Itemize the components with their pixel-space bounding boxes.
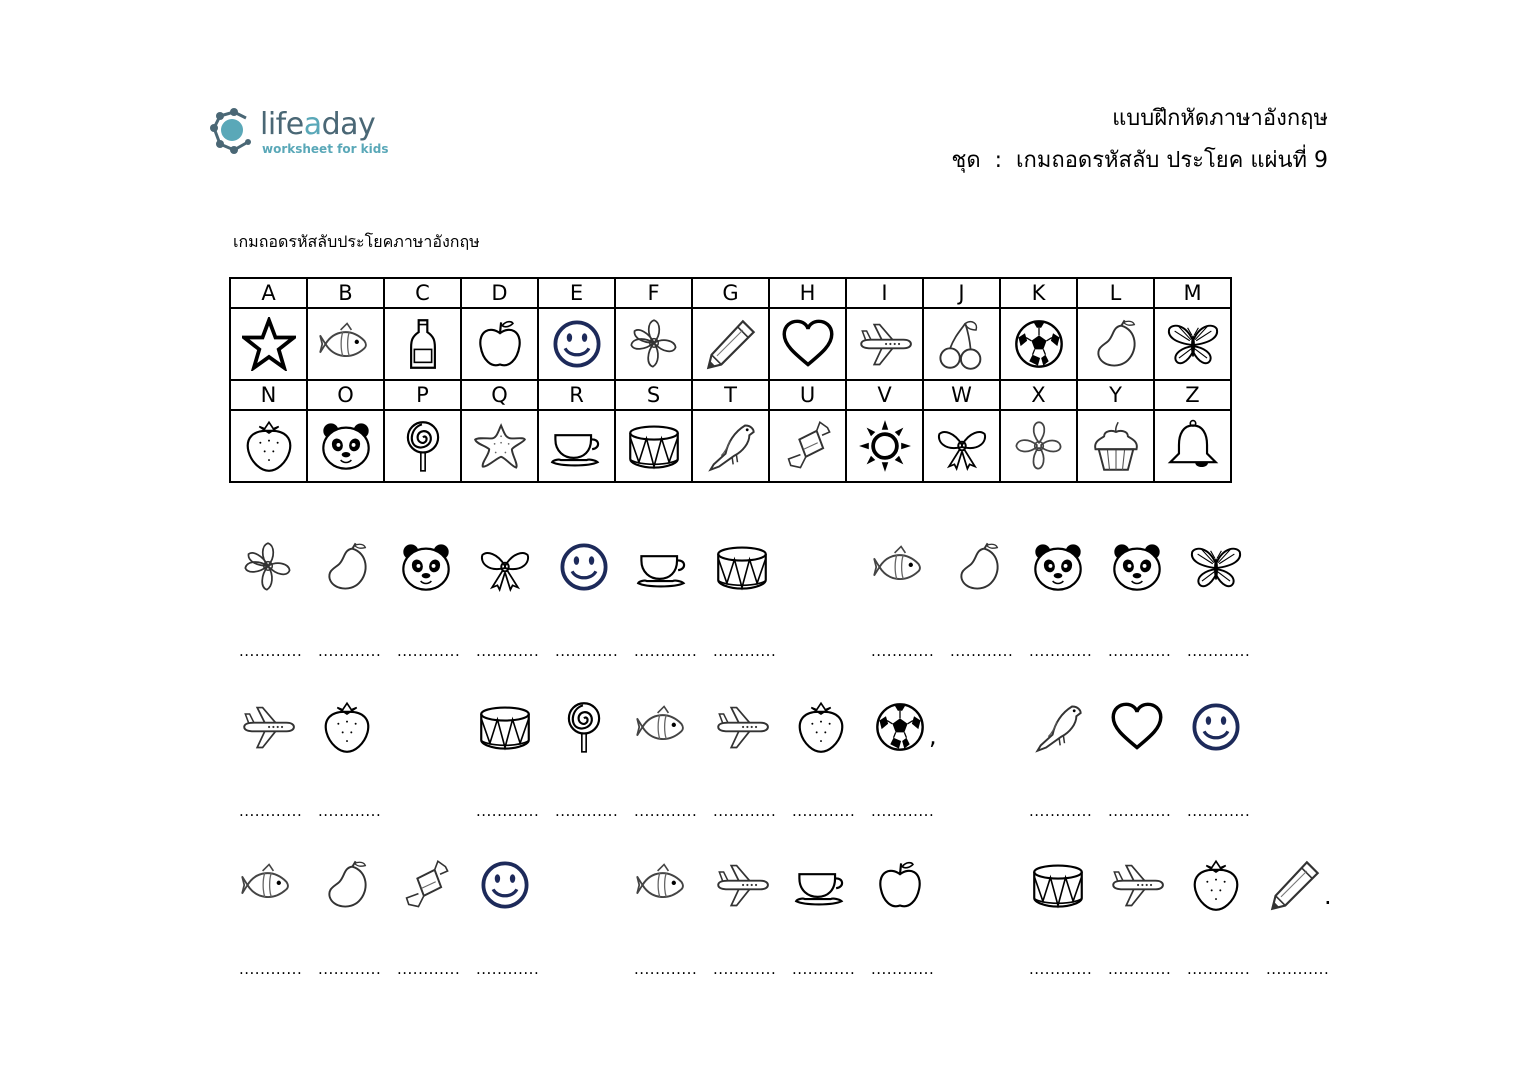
puzzle-symbol [703, 700, 778, 820]
panda-icon [319, 419, 373, 473]
smiley-icon [550, 317, 604, 371]
puzzle-symbol [1177, 700, 1252, 820]
answer-blank[interactable]: ............ [634, 642, 698, 660]
daisy-icon [1012, 419, 1066, 473]
key-letter: B [307, 278, 384, 308]
fish-icon [873, 540, 927, 594]
puzzle-symbol [624, 540, 699, 660]
cup-icon [636, 540, 690, 594]
key-picture-cell [692, 410, 769, 482]
puzzle-symbol [624, 700, 699, 820]
answer-blank[interactable]: ............ [318, 960, 382, 978]
answer-blank[interactable]: ............ [555, 802, 619, 820]
answer-blank[interactable]: ............ [871, 642, 935, 660]
puzzle-symbol [466, 540, 541, 660]
bird-icon [704, 419, 758, 473]
key-letter: C [384, 278, 461, 308]
answer-blank[interactable]: ............ [397, 960, 461, 978]
answer-blank[interactable]: ............ [397, 642, 461, 660]
puzzle-symbol [308, 700, 383, 820]
bow-icon [478, 540, 532, 594]
puzzle-symbol [1098, 540, 1173, 660]
answer-blank[interactable]: ............ [318, 642, 382, 660]
key-picture-cell [846, 308, 923, 380]
key-letter: J [923, 278, 1000, 308]
key-picture-cell [769, 410, 846, 482]
answer-blank[interactable]: ............ [318, 802, 382, 820]
cup-icon [794, 858, 848, 912]
key-letter: U [769, 380, 846, 410]
key-letter: V [846, 380, 923, 410]
answer-blank[interactable]: ............ [634, 802, 698, 820]
puzzle-symbol [1177, 540, 1252, 660]
heart-icon [1110, 700, 1164, 754]
key-picture-cell [384, 410, 461, 482]
key-picture-cell [769, 308, 846, 380]
key-picture-cell [692, 308, 769, 380]
pencil-icon [704, 317, 758, 371]
puzzle-symbol [1019, 700, 1094, 820]
key-picture-cell [923, 308, 1000, 380]
puzzle-symbol [308, 540, 383, 660]
puzzle-symbol [387, 858, 462, 978]
key-picture-cell [846, 410, 923, 482]
brand-name: lifeaday [260, 107, 376, 142]
answer-blank[interactable]: ............ [1187, 960, 1251, 978]
airplane-icon [715, 858, 769, 912]
key-picture-row [230, 410, 1231, 482]
heart-icon [781, 317, 835, 371]
puzzle-symbol [545, 700, 620, 820]
fish-icon [636, 858, 690, 912]
key-picture-cell [1077, 410, 1154, 482]
answer-blank[interactable]: ............ [871, 960, 935, 978]
punctuation-mark: , [929, 722, 937, 750]
key-letter: D [461, 278, 538, 308]
drum-icon [478, 700, 532, 754]
answer-blank[interactable]: ............ [713, 802, 777, 820]
key-letter: O [307, 380, 384, 410]
answer-blank[interactable]: ............ [239, 642, 303, 660]
cipher-key-table [229, 277, 1232, 483]
puzzle-symbol [1019, 540, 1094, 660]
key-letter: G [692, 278, 769, 308]
key-picture-cell [230, 308, 307, 380]
smiley-icon [478, 858, 532, 912]
sun-icon [858, 419, 912, 473]
key-letter: L [1077, 278, 1154, 308]
puzzle-line [229, 858, 1349, 988]
airplane-icon [241, 700, 295, 754]
airplane-icon [715, 700, 769, 754]
strawberry-icon [794, 700, 848, 754]
key-picture-cell [615, 410, 692, 482]
punctuation-mark: . [1324, 882, 1332, 910]
brand-tagline: worksheet for kids [262, 142, 389, 156]
worksheet-title: แบบฝึกหัดภาษาอังกฤษ [1112, 106, 1328, 131]
smiley-icon [557, 540, 611, 594]
lifeaday-logo [210, 104, 410, 164]
lollipop-icon [396, 419, 450, 473]
key-letter: I [846, 278, 923, 308]
answer-blank[interactable]: ............ [1266, 960, 1330, 978]
key-letter: R [538, 380, 615, 410]
strawberry-icon [1189, 858, 1243, 912]
cherry-icon [935, 317, 989, 371]
fish-icon [636, 700, 690, 754]
key-picture-cell [307, 410, 384, 482]
key-letter: T [692, 380, 769, 410]
key-letter: K [1000, 278, 1077, 308]
cup-icon [550, 419, 604, 473]
key-picture-cell [461, 410, 538, 482]
key-letter: Q [461, 380, 538, 410]
answer-blank[interactable]: ............ [476, 802, 540, 820]
puzzle-symbol [703, 540, 778, 660]
key-letter: H [769, 278, 846, 308]
bottle-icon [396, 317, 450, 371]
pencil-icon [1268, 858, 1322, 912]
smiley-icon [1189, 700, 1243, 754]
panda-icon [1110, 540, 1164, 594]
drum-icon [715, 540, 769, 594]
key-letter: Z [1154, 380, 1231, 410]
answer-blank[interactable]: ............ [476, 642, 540, 660]
puzzle-symbol [545, 540, 620, 660]
drum-icon [1031, 858, 1085, 912]
answer-blank[interactable]: ............ [1108, 642, 1172, 660]
answer-blank[interactable]: ............ [950, 642, 1014, 660]
flower-icon [627, 317, 681, 371]
key-picture-cell [384, 308, 461, 380]
key-picture-cell [1077, 308, 1154, 380]
puzzle-symbol [466, 858, 541, 978]
puzzle-symbol [308, 858, 383, 978]
key-picture-cell [1154, 308, 1231, 380]
puzzle-symbol [861, 858, 936, 978]
starfish-icon [473, 419, 527, 473]
key-letter: X [1000, 380, 1077, 410]
drum-icon [627, 419, 681, 473]
puzzle-symbol [703, 858, 778, 978]
bow-icon [935, 419, 989, 473]
answer-blank[interactable]: ............ [1029, 802, 1093, 820]
apple-icon [473, 317, 527, 371]
key-letter: F [615, 278, 692, 308]
instruction-text: เกมถอดรหัสลับประโยคภาษาอังกฤษ [233, 232, 480, 251]
star-icon [242, 317, 296, 371]
puzzle-symbol [229, 700, 304, 820]
key-letter-row [230, 278, 1231, 308]
candy-icon [399, 858, 453, 912]
cupcake-icon [1089, 419, 1143, 473]
airplane-icon [1110, 858, 1164, 912]
fish-icon [241, 858, 295, 912]
key-picture-cell [307, 308, 384, 380]
answer-blank[interactable]: ............ [1029, 960, 1093, 978]
key-picture-cell [923, 410, 1000, 482]
mango-icon [320, 858, 374, 912]
puzzle-symbol [782, 700, 857, 820]
answer-blank[interactable]: ............ [239, 802, 303, 820]
puzzle-symbol [466, 700, 541, 820]
key-picture-cell [1000, 308, 1077, 380]
answer-blank[interactable]: ............ [871, 802, 935, 820]
key-picture-cell [230, 410, 307, 482]
mango-icon [952, 540, 1006, 594]
key-picture-cell [538, 410, 615, 482]
key-picture-cell [1000, 410, 1077, 482]
key-letter: N [230, 380, 307, 410]
panda-icon [399, 540, 453, 594]
answer-blank[interactable]: ............ [792, 802, 856, 820]
bell-icon [1166, 419, 1220, 473]
key-letter: W [923, 380, 1000, 410]
key-letter: Y [1077, 380, 1154, 410]
answer-blank[interactable]: ............ [239, 960, 303, 978]
puzzle-symbol [387, 540, 462, 660]
key-letter: M [1154, 278, 1231, 308]
answer-blank[interactable]: ............ [1187, 802, 1251, 820]
molecule-logo-icon [210, 104, 260, 156]
answer-blank[interactable]: ............ [476, 960, 540, 978]
key-letter: A [230, 278, 307, 308]
lollipop-icon [557, 700, 611, 754]
key-picture-cell [461, 308, 538, 380]
key-picture-cell [538, 308, 615, 380]
puzzle-symbol [624, 858, 699, 978]
key-letter-row [230, 380, 1231, 410]
butterfly-icon [1189, 540, 1243, 594]
puzzle-symbol [782, 858, 857, 978]
puzzle-symbol [861, 700, 936, 820]
airplane-icon [858, 317, 912, 371]
puzzle-symbol [229, 540, 304, 660]
answer-blank[interactable]: ............ [1029, 642, 1093, 660]
worksheet-subtitle: ชุด : เกมถอดรหัสลับ ประโยค แผ่นที่ 9 [951, 148, 1328, 173]
butterfly-icon [1166, 317, 1220, 371]
panda-icon [1031, 540, 1085, 594]
answer-blank[interactable]: ............ [1187, 642, 1251, 660]
apple-icon [873, 858, 927, 912]
key-picture-row [230, 308, 1231, 380]
answer-blank[interactable]: ............ [1108, 960, 1172, 978]
fish-icon [319, 317, 373, 371]
key-letter: E [538, 278, 615, 308]
key-picture-cell [615, 308, 692, 380]
candy-icon [781, 419, 835, 473]
flower-icon [241, 540, 295, 594]
mango-icon [320, 540, 374, 594]
answer-blank[interactable]: ............ [634, 960, 698, 978]
puzzle-line [229, 540, 1349, 670]
puzzle-symbol [940, 540, 1015, 660]
answer-blank[interactable]: ............ [713, 960, 777, 978]
answer-blank[interactable]: ............ [792, 960, 856, 978]
puzzle-symbol [229, 858, 304, 978]
puzzle-symbol [1256, 858, 1331, 978]
key-picture-cell [1154, 410, 1231, 482]
answer-blank[interactable]: ............ [555, 642, 619, 660]
mango-icon [1089, 317, 1143, 371]
puzzle-symbol [1098, 700, 1173, 820]
strawberry-icon [242, 419, 296, 473]
strawberry-icon [320, 700, 374, 754]
key-letter: P [384, 380, 461, 410]
puzzle-symbol [1019, 858, 1094, 978]
answer-blank[interactable]: ............ [1108, 802, 1172, 820]
answer-blank[interactable]: ............ [713, 642, 777, 660]
puzzle-symbol [1177, 858, 1252, 978]
bird-icon [1031, 700, 1085, 754]
puzzle-line [229, 700, 1349, 830]
key-letter: S [615, 380, 692, 410]
puzzle-symbol [861, 540, 936, 660]
soccer-ball-icon [1012, 317, 1066, 371]
puzzle-symbol [1098, 858, 1173, 978]
soccer-ball-icon [873, 700, 927, 754]
